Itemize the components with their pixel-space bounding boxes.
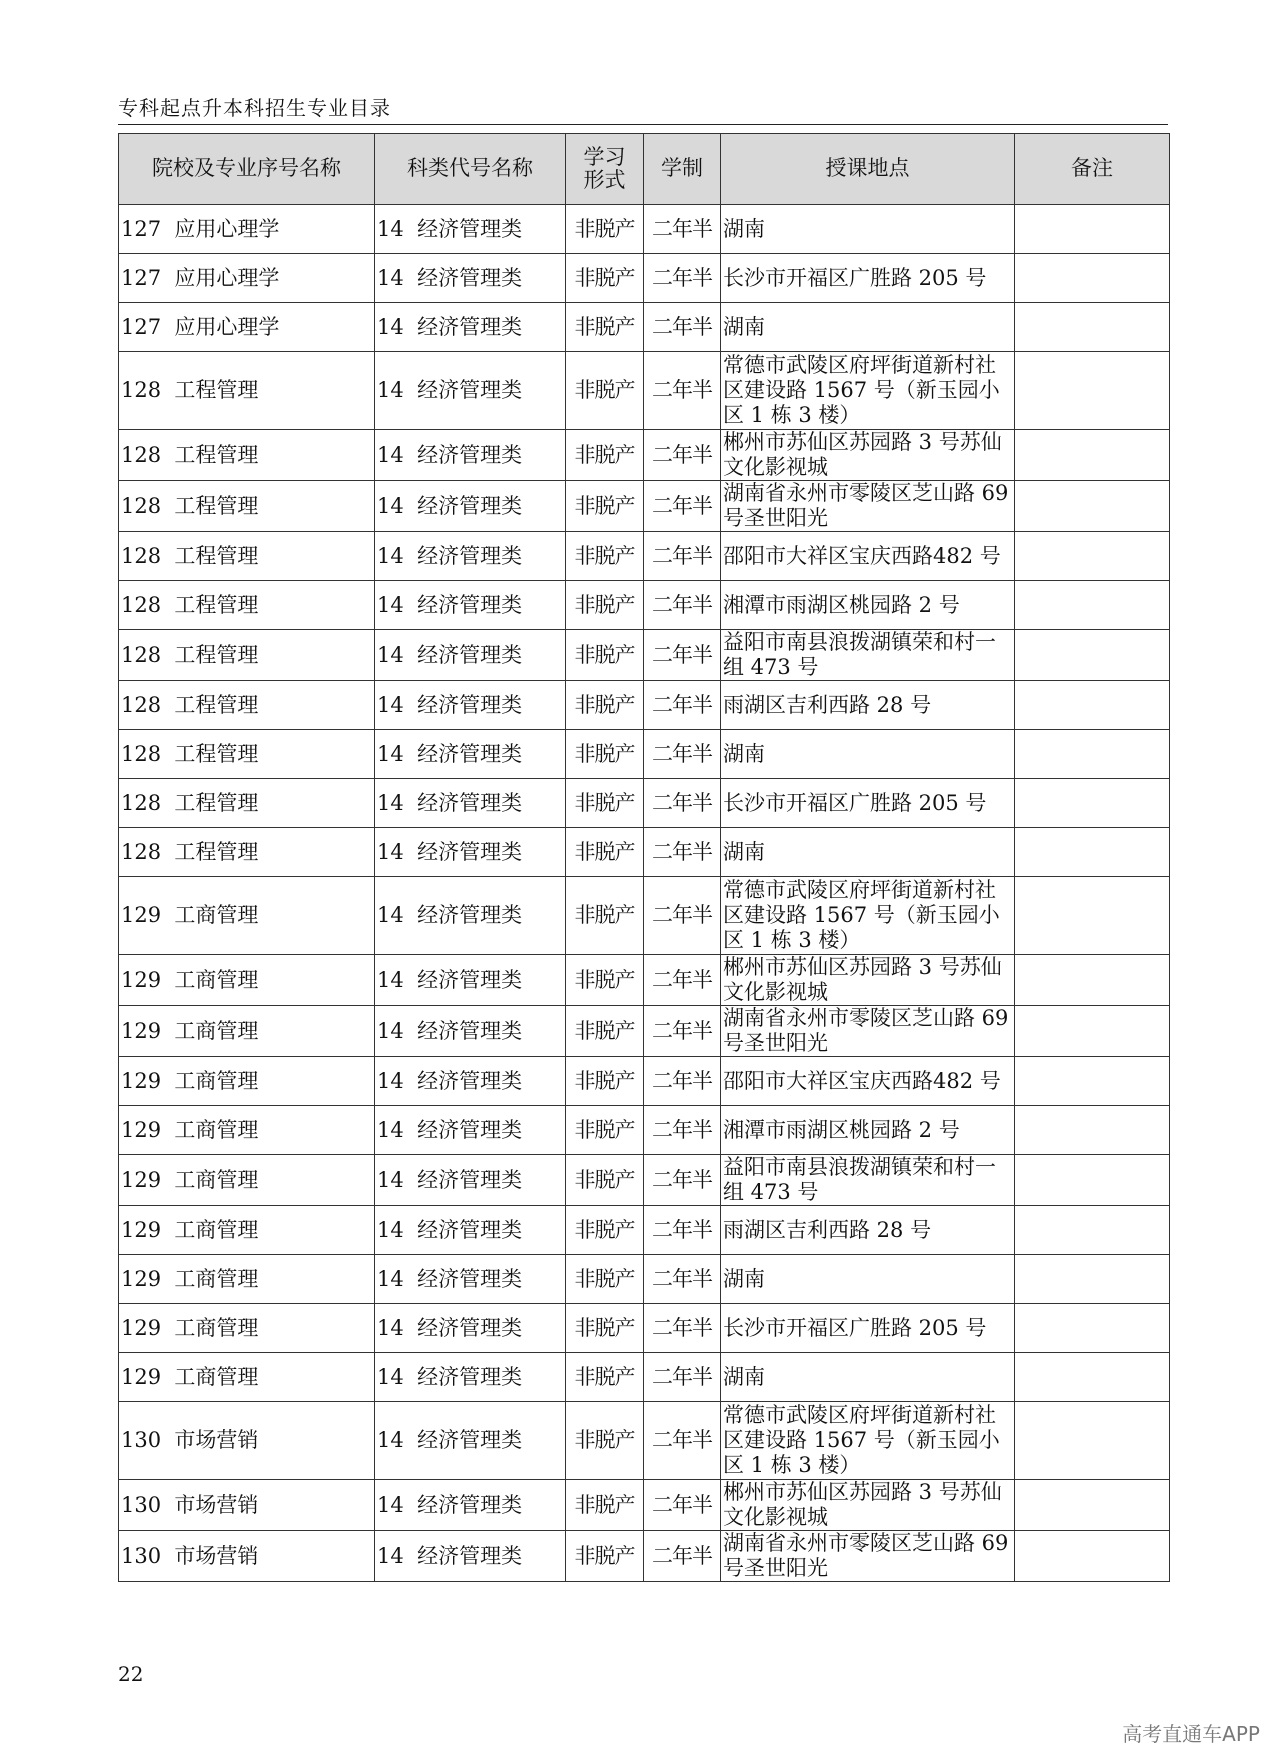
cell-institution-major: 127 应用心理学 [119, 254, 375, 303]
cell-note [1015, 1206, 1170, 1255]
table-row [119, 1480, 1170, 1531]
cell-note [1015, 481, 1170, 532]
table-row [119, 1206, 1170, 1255]
cell-institution-major: 128 工程管理 [119, 730, 375, 779]
cell-duration: 二年半 [644, 1057, 721, 1106]
cell-note [1015, 1106, 1170, 1155]
cell-study-form: 非脱产 [566, 730, 644, 779]
table-row [119, 303, 1170, 352]
cell-category: 14 经济管理类 [375, 1531, 566, 1582]
cell-institution-major: 130 市场营销 [119, 1480, 375, 1531]
column-header-study-form: 学习 形式 [566, 134, 644, 205]
page-header-title: 专科起点升本科招生专业目录 [118, 96, 391, 120]
cell-study-form: 非脱产 [566, 1255, 644, 1304]
cell-note [1015, 1057, 1170, 1106]
cell-study-form: 非脱产 [566, 430, 644, 481]
cell-study-form: 非脱产 [566, 779, 644, 828]
cell-duration: 二年半 [644, 532, 721, 581]
cell-note [1015, 681, 1170, 730]
table-row [119, 779, 1170, 828]
cell-note [1015, 205, 1170, 254]
cell-location: 湖南省永州市零陵区芝山路 69 号圣世阳光 [721, 1531, 1015, 1582]
table-row [119, 254, 1170, 303]
cell-note [1015, 1402, 1170, 1480]
cell-location: 郴州市苏仙区苏园路 3 号苏仙文化影视城 [721, 1480, 1015, 1531]
cell-study-form: 非脱产 [566, 1480, 644, 1531]
cell-duration: 二年半 [644, 1304, 721, 1353]
table-row [119, 481, 1170, 532]
cell-duration: 二年半 [644, 828, 721, 877]
cell-note [1015, 955, 1170, 1006]
cell-duration: 二年半 [644, 254, 721, 303]
cell-location: 雨湖区吉利西路 28 号 [721, 681, 1015, 730]
cell-duration: 二年半 [644, 681, 721, 730]
cell-location: 郴州市苏仙区苏园路 3 号苏仙文化影视城 [721, 955, 1015, 1006]
cell-category: 14 经济管理类 [375, 1057, 566, 1106]
cell-duration: 二年半 [644, 1206, 721, 1255]
cell-note [1015, 1480, 1170, 1531]
cell-duration: 二年半 [644, 779, 721, 828]
page-number: 22 [118, 1662, 144, 1686]
cell-study-form: 非脱产 [566, 532, 644, 581]
cell-duration: 二年半 [644, 1155, 721, 1206]
cell-duration: 二年半 [644, 877, 721, 955]
cell-duration: 二年半 [644, 1531, 721, 1582]
cell-location: 湖南 [721, 730, 1015, 779]
cell-category: 14 经济管理类 [375, 828, 566, 877]
column-header-institution-major: 院校及专业序号名称 [119, 134, 375, 205]
cell-institution-major: 129 工商管理 [119, 1353, 375, 1402]
cell-category: 14 经济管理类 [375, 1006, 566, 1057]
cell-study-form: 非脱产 [566, 205, 644, 254]
table-header-row [119, 134, 1170, 205]
cell-note [1015, 1255, 1170, 1304]
cell-category: 14 经济管理类 [375, 352, 566, 430]
column-header-duration: 学制 [644, 134, 721, 205]
cell-institution-major: 129 工商管理 [119, 1206, 375, 1255]
cell-location: 邵阳市大祥区宝庆西路482 号 [721, 1057, 1015, 1106]
column-header-location: 授课地点 [721, 134, 1015, 205]
cell-category: 14 经济管理类 [375, 630, 566, 681]
enrollment-catalog-table [118, 133, 1170, 1582]
table-row [119, 1106, 1170, 1155]
cell-institution-major: 129 工商管理 [119, 955, 375, 1006]
cell-institution-major: 129 工商管理 [119, 1155, 375, 1206]
table-row [119, 430, 1170, 481]
cell-category: 14 经济管理类 [375, 532, 566, 581]
cell-duration: 二年半 [644, 205, 721, 254]
cell-study-form: 非脱产 [566, 1531, 644, 1582]
cell-location: 湖南省永州市零陵区芝山路 69 号圣世阳光 [721, 481, 1015, 532]
cell-institution-major: 128 工程管理 [119, 681, 375, 730]
cell-study-form: 非脱产 [566, 1106, 644, 1155]
cell-institution-major: 128 工程管理 [119, 481, 375, 532]
cell-note [1015, 303, 1170, 352]
cell-note [1015, 352, 1170, 430]
cell-location: 郴州市苏仙区苏园路 3 号苏仙文化影视城 [721, 430, 1015, 481]
cell-institution-major: 129 工商管理 [119, 877, 375, 955]
table-row [119, 532, 1170, 581]
table-row [119, 730, 1170, 779]
cell-category: 14 经济管理类 [375, 877, 566, 955]
cell-study-form: 非脱产 [566, 1206, 644, 1255]
cell-duration: 二年半 [644, 1480, 721, 1531]
cell-study-form: 非脱产 [566, 1155, 644, 1206]
cell-note [1015, 430, 1170, 481]
cell-institution-major: 128 工程管理 [119, 581, 375, 630]
cell-location: 湖南 [721, 1255, 1015, 1304]
cell-note [1015, 254, 1170, 303]
cell-location: 长沙市开福区广胜路 205 号 [721, 779, 1015, 828]
cell-note [1015, 828, 1170, 877]
cell-duration: 二年半 [644, 1255, 721, 1304]
cell-institution-major: 128 工程管理 [119, 532, 375, 581]
cell-note [1015, 1531, 1170, 1582]
table-row [119, 877, 1170, 955]
table-row [119, 1255, 1170, 1304]
table-row [119, 1402, 1170, 1480]
cell-category: 14 经济管理类 [375, 730, 566, 779]
cell-duration: 二年半 [644, 581, 721, 630]
cell-location: 长沙市开福区广胜路 205 号 [721, 1304, 1015, 1353]
cell-duration: 二年半 [644, 630, 721, 681]
cell-category: 14 经济管理类 [375, 430, 566, 481]
cell-institution-major: 129 工商管理 [119, 1304, 375, 1353]
cell-study-form: 非脱产 [566, 1057, 644, 1106]
cell-note [1015, 1304, 1170, 1353]
cell-study-form: 非脱产 [566, 955, 644, 1006]
cell-institution-major: 128 工程管理 [119, 779, 375, 828]
cell-duration: 二年半 [644, 430, 721, 481]
header-divider [118, 124, 1168, 125]
cell-location: 湘潭市雨湖区桃园路 2 号 [721, 581, 1015, 630]
cell-category: 14 经济管理类 [375, 481, 566, 532]
cell-category: 14 经济管理类 [375, 955, 566, 1006]
cell-note [1015, 1006, 1170, 1057]
cell-study-form: 非脱产 [566, 681, 644, 730]
cell-duration: 二年半 [644, 352, 721, 430]
cell-study-form: 非脱产 [566, 1304, 644, 1353]
cell-note [1015, 779, 1170, 828]
table-row [119, 1304, 1170, 1353]
cell-location: 益阳市南县浪拨湖镇荣和村一组 473 号 [721, 1155, 1015, 1206]
cell-category: 14 经济管理类 [375, 1353, 566, 1402]
cell-duration: 二年半 [644, 1006, 721, 1057]
cell-category: 14 经济管理类 [375, 254, 566, 303]
cell-location: 湖南 [721, 1353, 1015, 1402]
cell-study-form: 非脱产 [566, 877, 644, 955]
cell-note [1015, 1353, 1170, 1402]
cell-location: 湖南 [721, 828, 1015, 877]
cell-institution-major: 127 应用心理学 [119, 205, 375, 254]
cell-category: 14 经济管理类 [375, 779, 566, 828]
cell-institution-major: 130 市场营销 [119, 1531, 375, 1582]
table-row [119, 630, 1170, 681]
cell-location: 常德市武陵区府坪街道新村社区建设路 1567 号（新玉园小区 1 栋 3 楼） [721, 1402, 1015, 1480]
cell-study-form: 非脱产 [566, 1353, 644, 1402]
column-header-category: 科类代号名称 [375, 134, 566, 205]
cell-study-form: 非脱产 [566, 630, 644, 681]
table-row [119, 205, 1170, 254]
cell-study-form: 非脱产 [566, 352, 644, 430]
cell-location: 湖南 [721, 303, 1015, 352]
cell-institution-major: 129 工商管理 [119, 1006, 375, 1057]
cell-category: 14 经济管理类 [375, 1155, 566, 1206]
table-row [119, 681, 1170, 730]
table-body [119, 205, 1170, 1582]
table-row [119, 1006, 1170, 1057]
cell-study-form: 非脱产 [566, 254, 644, 303]
cell-institution-major: 129 工商管理 [119, 1057, 375, 1106]
cell-study-form: 非脱产 [566, 481, 644, 532]
cell-study-form: 非脱产 [566, 1402, 644, 1480]
table-row [119, 828, 1170, 877]
cell-institution-major: 129 工商管理 [119, 1106, 375, 1155]
cell-note [1015, 1155, 1170, 1206]
cell-note [1015, 581, 1170, 630]
cell-location: 常德市武陵区府坪街道新村社区建设路 1567 号（新玉园小区 1 栋 3 楼） [721, 877, 1015, 955]
watermark-text: 高考直通车APP [1122, 1722, 1260, 1746]
cell-category: 14 经济管理类 [375, 581, 566, 630]
cell-category: 14 经济管理类 [375, 303, 566, 352]
cell-note [1015, 877, 1170, 955]
cell-duration: 二年半 [644, 955, 721, 1006]
table-row [119, 1155, 1170, 1206]
column-header-note: 备注 [1015, 134, 1170, 205]
cell-location: 长沙市开福区广胜路 205 号 [721, 254, 1015, 303]
cell-duration: 二年半 [644, 303, 721, 352]
cell-institution-major: 130 市场营销 [119, 1402, 375, 1480]
cell-category: 14 经济管理类 [375, 1480, 566, 1531]
table-row [119, 1531, 1170, 1582]
cell-note [1015, 630, 1170, 681]
cell-duration: 二年半 [644, 730, 721, 779]
table-row [119, 581, 1170, 630]
table-row [119, 955, 1170, 1006]
cell-category: 14 经济管理类 [375, 681, 566, 730]
cell-institution-major: 128 工程管理 [119, 352, 375, 430]
cell-location: 雨湖区吉利西路 28 号 [721, 1206, 1015, 1255]
cell-study-form: 非脱产 [566, 828, 644, 877]
cell-location: 湖南省永州市零陵区芝山路 69 号圣世阳光 [721, 1006, 1015, 1057]
cell-location: 湖南 [721, 205, 1015, 254]
cell-institution-major: 128 工程管理 [119, 828, 375, 877]
cell-study-form: 非脱产 [566, 581, 644, 630]
cell-category: 14 经济管理类 [375, 1206, 566, 1255]
cell-location: 湘潭市雨湖区桃园路 2 号 [721, 1106, 1015, 1155]
cell-study-form: 非脱产 [566, 1006, 644, 1057]
cell-category: 14 经济管理类 [375, 1255, 566, 1304]
cell-location: 邵阳市大祥区宝庆西路482 号 [721, 532, 1015, 581]
cell-institution-major: 128 工程管理 [119, 630, 375, 681]
cell-institution-major: 128 工程管理 [119, 430, 375, 481]
cell-location: 益阳市南县浪拨湖镇荣和村一组 473 号 [721, 630, 1015, 681]
cell-duration: 二年半 [644, 1106, 721, 1155]
cell-location: 常德市武陵区府坪街道新村社区建设路 1567 号（新玉园小区 1 栋 3 楼） [721, 352, 1015, 430]
cell-category: 14 经济管理类 [375, 1304, 566, 1353]
cell-study-form: 非脱产 [566, 303, 644, 352]
cell-category: 14 经济管理类 [375, 1106, 566, 1155]
cell-note [1015, 730, 1170, 779]
cell-category: 14 经济管理类 [375, 205, 566, 254]
cell-note [1015, 532, 1170, 581]
table-row [119, 1057, 1170, 1106]
table-row [119, 352, 1170, 430]
cell-institution-major: 129 工商管理 [119, 1255, 375, 1304]
table-row [119, 1353, 1170, 1402]
cell-category: 14 经济管理类 [375, 1402, 566, 1480]
cell-duration: 二年半 [644, 481, 721, 532]
cell-institution-major: 127 应用心理学 [119, 303, 375, 352]
cell-duration: 二年半 [644, 1402, 721, 1480]
cell-duration: 二年半 [644, 1353, 721, 1402]
